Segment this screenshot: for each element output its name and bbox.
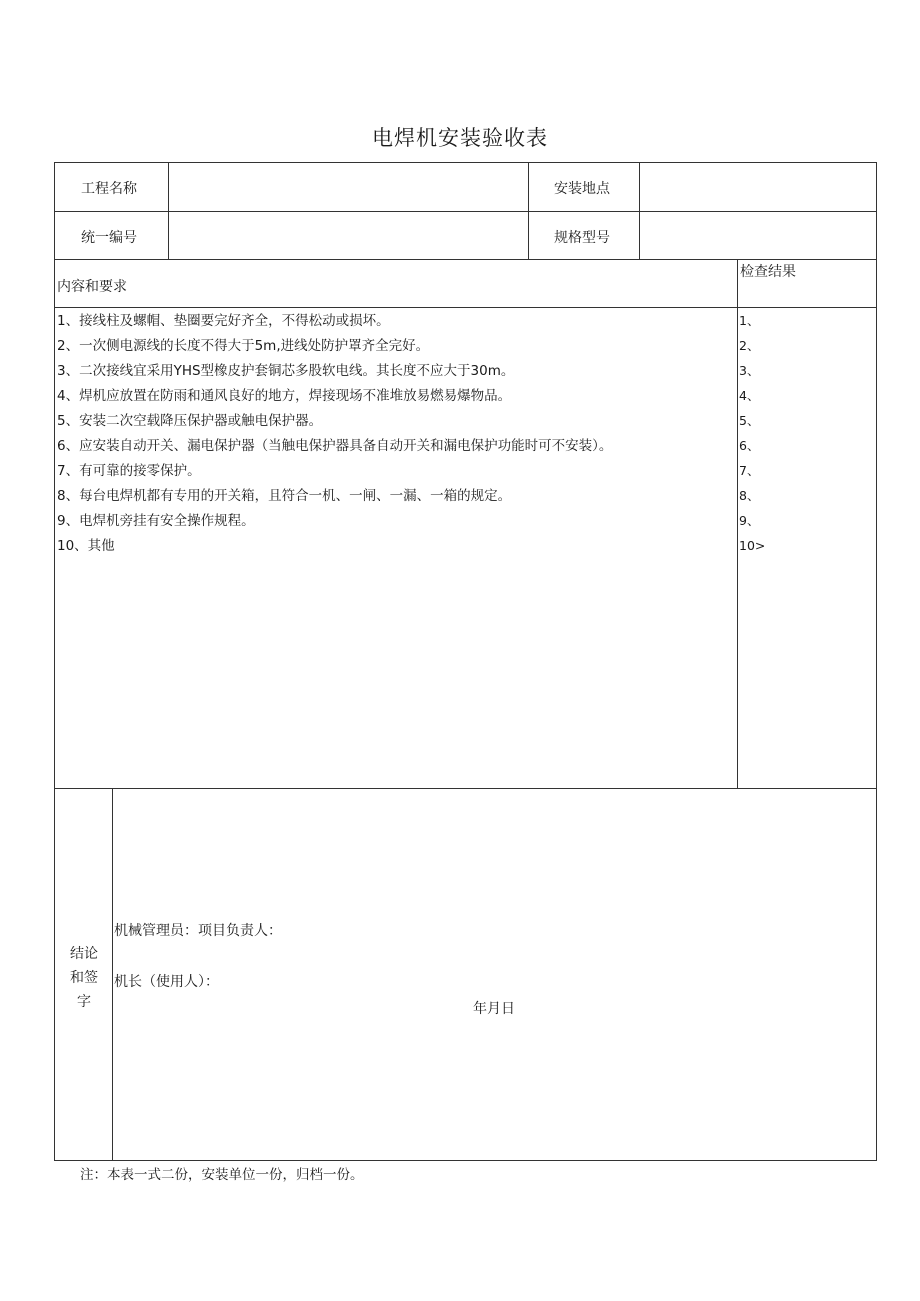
unified-number-label: 统一编号 bbox=[81, 230, 137, 246]
row-divider bbox=[55, 788, 876, 789]
requirement-item: 2、一次侧电源线的长度不得大于5m,进线处防护罩齐全完好。 bbox=[57, 338, 430, 354]
requirements-list bbox=[57, 309, 612, 559]
requirement-item: 8、每台电焊机都有专用的开关箱，且符合一机、一闸、一漏、一箱的规定。 bbox=[57, 488, 512, 504]
requirement-item: 6、应安装自动开关、漏电保护器（当触电保护器具备自动开关和漏电保护功能时可不安装）。 bbox=[57, 438, 613, 454]
requirement-item: 1、接线柱及螺帽、垫圈要完好齐全，不得松动或损坏。 bbox=[57, 313, 390, 329]
requirements-header: 内容和要求 bbox=[57, 279, 127, 295]
result-item[interactable]: 3、 bbox=[739, 363, 760, 378]
column-divider bbox=[112, 788, 113, 1160]
column-divider bbox=[639, 163, 640, 259]
result-item[interactable]: 5、 bbox=[739, 413, 760, 428]
requirement-item: 5、安装二次空载降压保护器或触电保护器。 bbox=[57, 413, 323, 429]
conclusion-label bbox=[64, 942, 104, 1014]
spec-model-label: 规格型号 bbox=[554, 230, 610, 246]
page-title: 电焊机安装验收表 bbox=[372, 126, 548, 150]
result-item[interactable]: 4、 bbox=[739, 388, 760, 403]
result-item[interactable]: 6、 bbox=[739, 438, 760, 453]
result-item[interactable]: 2、 bbox=[739, 338, 760, 353]
column-divider bbox=[168, 163, 169, 259]
requirement-item: 10、其他 bbox=[57, 538, 115, 554]
conclusion-label-line: 和签 bbox=[70, 970, 98, 986]
manager-signature-line[interactable]: 机械管理员：项目负责人： bbox=[114, 923, 282, 939]
results-header: 检查结果 bbox=[740, 264, 796, 280]
requirement-item: 4、焊机应放置在防雨和通风良好的地方，焊接现场不准堆放易燃易爆物品。 bbox=[57, 388, 512, 404]
result-item[interactable]: 9、 bbox=[739, 513, 760, 528]
acceptance-form bbox=[54, 162, 877, 1161]
row-divider bbox=[55, 211, 876, 212]
footnote: 注：本表一式二份，安装单位一份，归档一份。 bbox=[80, 1167, 364, 1183]
result-item[interactable]: 8、 bbox=[739, 488, 760, 503]
column-divider bbox=[528, 163, 529, 259]
conclusion-label-line: 结论 bbox=[70, 946, 98, 962]
result-item[interactable]: 7、 bbox=[739, 463, 760, 478]
result-item[interactable]: 1、 bbox=[739, 313, 760, 328]
date-line[interactable]: 年月日 bbox=[473, 1001, 515, 1017]
install-location-label: 安装地点 bbox=[554, 181, 610, 197]
project-name-label: 工程名称 bbox=[81, 181, 137, 197]
requirement-item: 3、二次接线宜采用YHS型橡皮护套铜芯多股软电线。其长度不应大于30m。 bbox=[57, 363, 515, 379]
row-divider bbox=[55, 259, 876, 260]
column-divider bbox=[737, 259, 738, 788]
requirement-item: 7、有可靠的接零保护。 bbox=[57, 463, 201, 479]
operator-signature-line[interactable]: 机长（使用人）： bbox=[114, 974, 219, 990]
conclusion-label-line: 字 bbox=[77, 994, 91, 1010]
result-item[interactable]: 10> bbox=[739, 538, 766, 553]
results-list bbox=[739, 308, 765, 558]
requirement-item: 9、电焊机旁挂有安全操作规程。 bbox=[57, 513, 255, 529]
